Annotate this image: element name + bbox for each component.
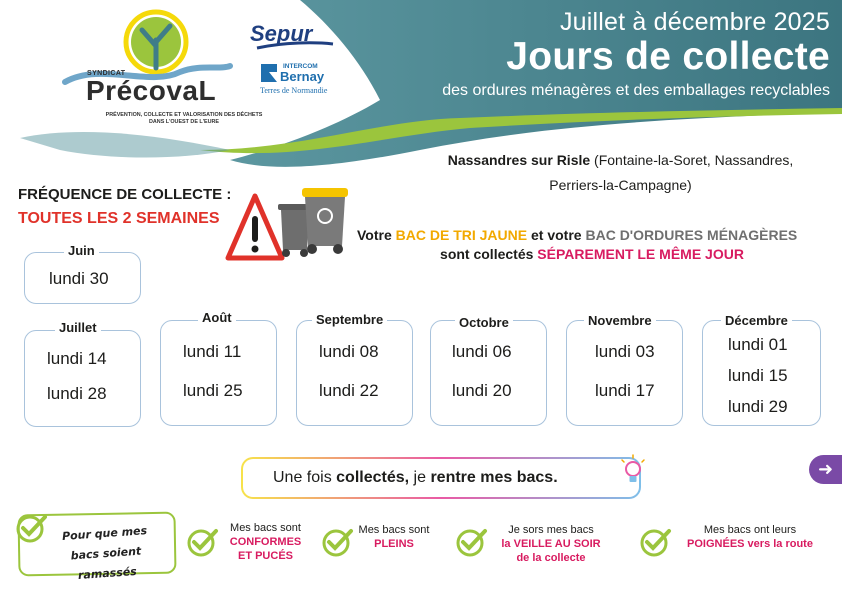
reminder-bold2: rentre mes bacs. (430, 469, 558, 486)
collection-date: lundi 03 (595, 342, 655, 361)
month-name: Août (198, 310, 236, 325)
month-card-octobre (430, 320, 547, 426)
month-card-aout (160, 320, 277, 426)
condition-emphasis: la VEILLE AU SOIR (501, 538, 601, 550)
sorting-and: et votre (531, 227, 582, 243)
collection-date: lundi 17 (595, 381, 655, 400)
month-card-septembre (296, 320, 413, 426)
month-name: Juillet (55, 320, 101, 335)
commune-name: Nassandres sur Risle (447, 152, 591, 168)
bernay-subtitle: Terres de Normandie (260, 86, 328, 95)
bernay-name: Bernay (280, 69, 325, 84)
condition-pleins (349, 523, 439, 551)
month-card-novembre (566, 320, 683, 426)
collection-date: lundi 30 (49, 269, 109, 288)
collection-date: lundi 20 (452, 381, 512, 400)
collection-date: lundi 29 (728, 397, 788, 416)
frequency-value: TOUTES LES 2 SEMAINES (18, 210, 220, 227)
logo-tagline: PRÉVENTION, COLLECTE ET VALORISATION DES DÉCHETS DANS L'OUEST DE L'EURE (105, 112, 263, 125)
bernay-intercom-label: INTERCOM (283, 63, 318, 70)
header-period: Juillet à décembre 2025 (559, 8, 830, 36)
sorting-collected: sont collectés (440, 246, 534, 262)
sorting-message-line2 (357, 246, 827, 262)
arrow-right-icon[interactable]: ➜ (809, 455, 842, 484)
condition-emphasis: ET PUCÉS (237, 550, 293, 562)
collection-date: lundi 08 (319, 342, 379, 361)
page-title: Jours de collecte (506, 35, 830, 78)
reminder-part1: Une fois (273, 469, 332, 486)
yellow-bin-label: BAC DE TRI JAUNE (395, 227, 528, 243)
grey-bin-label: BAC D'ORDURES MÉNAGÈRES (585, 227, 798, 243)
check-icon (187, 527, 219, 557)
collection-date: lundi 11 (183, 342, 242, 361)
collection-date: lundi 14 (47, 349, 107, 368)
condition-text: Mes bacs ont leurs (703, 524, 797, 536)
condition-conformes (218, 521, 313, 563)
collection-date: lundi 25 (183, 381, 243, 400)
collection-date: lundi 22 (319, 381, 379, 400)
condition-emphasis: POIGNÉES vers la route (687, 538, 813, 550)
sorting-message-line1 (357, 227, 797, 243)
condition-emphasis: de la collecte (516, 552, 586, 564)
condition-text: Mes bacs sont (230, 522, 301, 534)
sorting-intro: Votre (357, 227, 392, 243)
reminder-part2: je (413, 469, 426, 486)
month-name: Juin (64, 243, 99, 258)
month-card-juillet (24, 330, 141, 427)
check-icon (640, 527, 672, 557)
month-name: Décembre (721, 313, 792, 328)
reminder-bold1: collectés, (336, 469, 410, 486)
collection-date: lundi 15 (728, 366, 788, 385)
commune-details-1: (Fontaine-la-Soret, Nassandres, (594, 152, 794, 168)
collection-date: lundi 06 (452, 342, 512, 361)
month-name: Octobre (455, 315, 513, 330)
condition-text: Mes bacs sont (358, 524, 430, 536)
frequency-label: FRÉQUENCE DE COLLECTE : (18, 186, 232, 203)
condition-emphasis: CONFORMES (229, 536, 302, 548)
same-day-label: SÉPAREMENT LE MÊME JOUR (537, 246, 744, 262)
condition-text: Je sors mes bacs (508, 524, 594, 536)
conditions-title-2: bacs soient ramassés (70, 544, 142, 582)
commune-block (408, 148, 833, 198)
condition-veille (488, 523, 614, 565)
conditions-title (38, 519, 174, 588)
commune-details-2: Perriers-la-Campagne) (549, 177, 692, 193)
check-icon (456, 527, 488, 557)
logo-syndicat-label: SYNDICAT (87, 70, 126, 77)
month-name: Septembre (312, 312, 387, 327)
reminder-text (273, 469, 558, 487)
sepur-swoosh-icon (255, 40, 335, 50)
collection-date: lundi 28 (47, 384, 107, 403)
bernay-logo-icon (258, 60, 280, 86)
collection-date: lundi 01 (728, 335, 788, 354)
header-subtitle: des ordures ménagères et des emballages recyclables (442, 82, 830, 99)
yellow-bin-icon (300, 184, 350, 256)
logo-name: PrécovaL (86, 75, 217, 106)
month-name: Novembre (584, 313, 656, 328)
condition-emphasis: PLEINS (374, 538, 414, 550)
lightbulb-icon (618, 454, 648, 488)
sepur-logo: Sepur (250, 21, 313, 46)
condition-poignees (670, 523, 830, 551)
conditions-title-1: Pour que mes (61, 524, 148, 544)
